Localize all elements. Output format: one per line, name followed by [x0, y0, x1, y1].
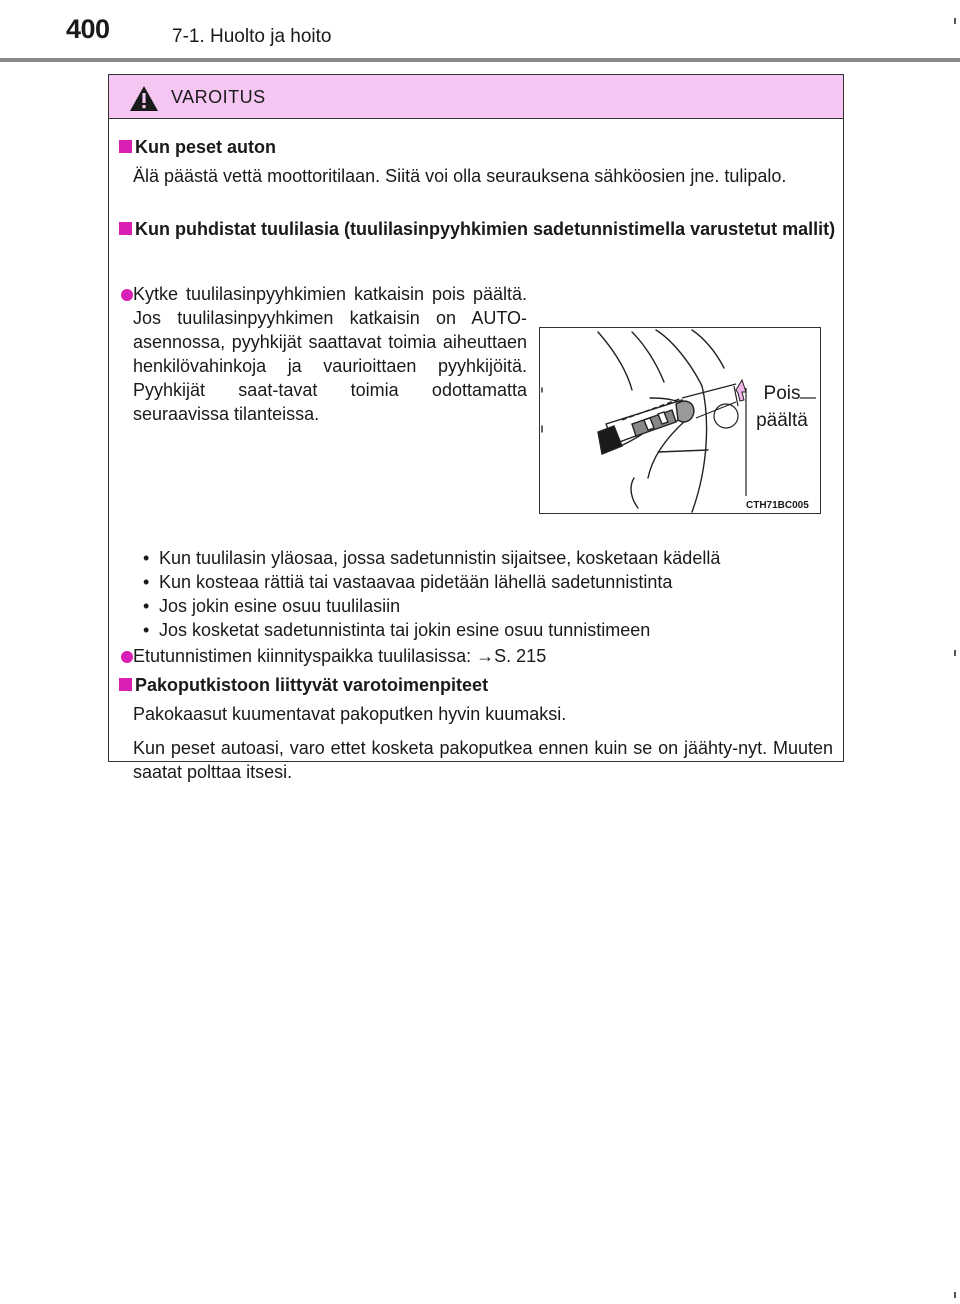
heading-text: Kun puhdistat tuulilasia (tuulilasinpyyhkimien sadetunnistimella varustetut mallit) [135, 219, 836, 239]
paragraph-exhaust-caution: Kun peset autoasi, varo ettet kosketa pakoputkea ennen kuin se on jäähty-nyt. Muuten saatat polttaa itsesi. [133, 738, 833, 782]
item-text: Kytke tuulilasinpyyhkimien katkaisin pois päältä. Jos tuulilasinpyyhkimen katkaisin on AUTO-asennossa, pyyhkijät saattavat toimia aiheuttaen henkilövahinkoja ja vaurioittaen pyyhkijöitä. Pyyhkijät saat-tavat toimia odottamatta seuraavissa tilanteissa. [133, 284, 527, 424]
header-rule [0, 58, 960, 62]
label-line: päältä [756, 410, 808, 431]
warning-triangle-icon [129, 85, 159, 112]
square-bullet-icon [119, 140, 132, 153]
section-heading-windshield [113, 216, 841, 242]
page-number: 400 [66, 14, 110, 44]
list-item: • Kun kosteaa rättiä tai vastaavaa pidetään lähellä sadetunnistinta [143, 570, 672, 594]
list-item: • Kun tuulilasin yläosaa, jossa sadetunnistin sijaitsee, kosketaan kädellä [143, 546, 720, 570]
section-heading-washing [113, 134, 841, 160]
wiper-switch-figure [539, 327, 821, 514]
circle-bullet-icon [121, 651, 133, 663]
page-header [0, 0, 960, 62]
heading-text: Kun peset auton [135, 137, 277, 157]
crop-mark [954, 1292, 956, 1298]
section-heading-exhaust [113, 672, 841, 698]
paragraph-washing: Älä päästä vettä moottoritilaan. Siitä voi olla seurauksena sähköosien jne. tulipalo. [133, 166, 787, 186]
warning-header [109, 75, 843, 119]
warning-label: VAROITUS [171, 87, 266, 107]
heading-text: Pakoputkistoon liittyvät varotoimenpiteet [135, 675, 489, 695]
paragraph-exhaust-heat: Pakokaasut kuumentavat pakoputken hyvin kuumaksi. [133, 704, 567, 724]
figure-code: CTH71BC005 [746, 500, 809, 511]
square-bullet-icon [119, 222, 132, 235]
list-item-sensor-location [117, 644, 833, 668]
crop-mark [954, 650, 956, 656]
list-item: • Jos jokin esine osuu tuulilasiin [143, 594, 400, 618]
square-bullet-icon [119, 678, 132, 691]
circle-bullet-icon [121, 289, 133, 301]
switch-off-label [752, 380, 812, 434]
list-item-wiper-switch [117, 282, 527, 426]
list-item: • Jos kosketat sadetunnistinta tai jokin esine osuu tunnistimeen [143, 618, 650, 642]
warning-box [108, 74, 844, 782]
label-line: Pois [763, 383, 801, 404]
item-text: Etutunnistimen kiinnityspaikka tuulilasissa: →S. 215 [133, 646, 547, 666]
crop-mark [954, 18, 956, 24]
section-title: 7-1. Huolto ja hoito [172, 26, 332, 47]
